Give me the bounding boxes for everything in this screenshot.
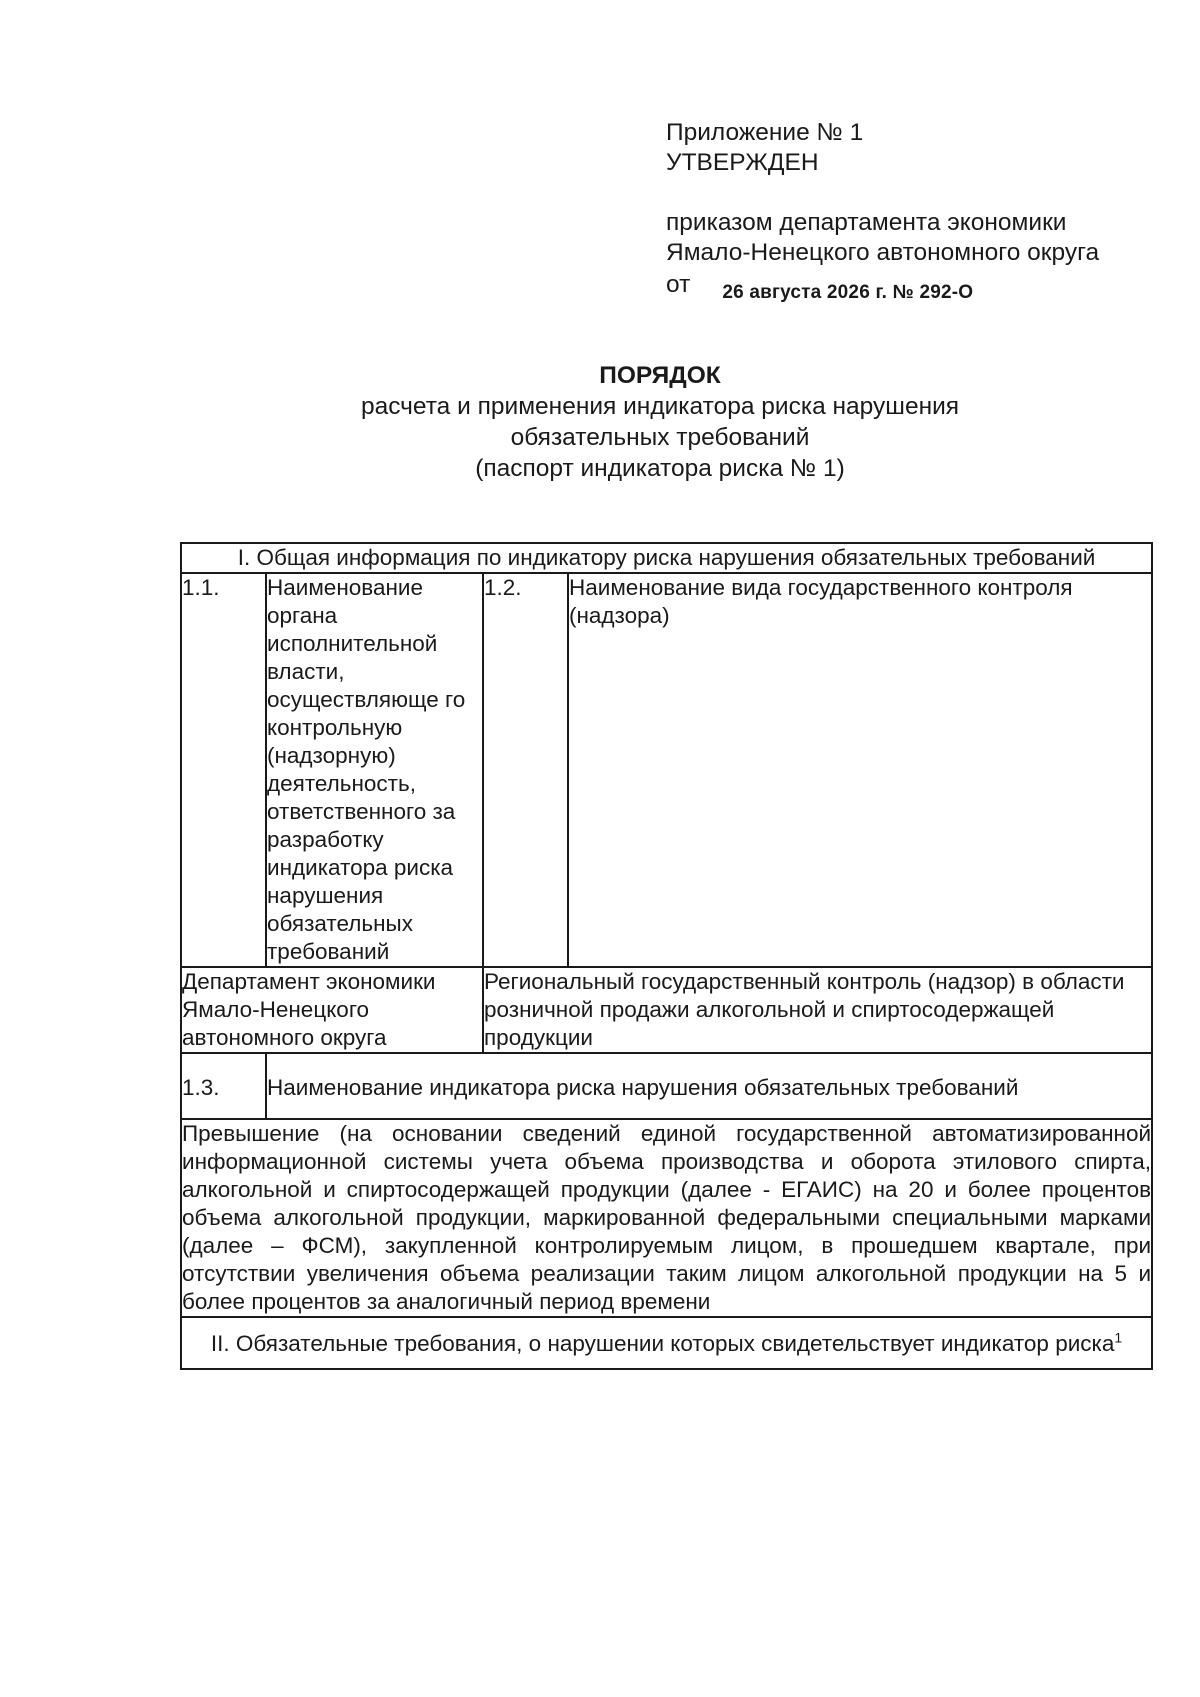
order-date-row	[666, 270, 1099, 308]
item-1-2-number: 1.2.	[483, 573, 568, 967]
footnote-marker: 1	[1114, 1329, 1123, 1346]
date-prefix: от	[666, 271, 691, 298]
item-1-1-number: 1.1.	[181, 573, 266, 967]
document-heading	[260, 360, 1060, 484]
heading-line-3: (паспорт индикатора риска № 1)	[475, 455, 845, 482]
item-1-3-value: Превышение (на основании сведений единой государственной автоматизированной информационной системы учета объема производства и оборота этилового спирта, алкогольной и спиртосодержащей продукции (далее - ЕГАИС) на 20 и более процентов объема алкогольной продукции, маркированной федеральными специальными марками (далее – ФСМ), закупленной контролируемым лицом, в прошедшем квартале, при отсутствии увеличения объема реализации таким лицом алкогольной продукции на 5 и более процентов за аналогичный период времени	[181, 1119, 1152, 1317]
order-line-2: Ямало-Ненецкого автономного округа	[666, 239, 1100, 266]
section-1-title: I. Общая информация по индикатору риска нарушения обязательных требований	[181, 543, 1152, 573]
items-1-1-1-2-value-row	[181, 967, 1152, 1053]
section-2-row	[181, 1317, 1152, 1369]
item-1-1-label: Наименование органа исполнительной власти, осуществляюще го контрольную (надзорную) деятельность, ответственного за разработку индикатора риска нарушения обязательных требований	[266, 573, 483, 967]
section-2-title: II. Обязательные требования, о нарушении которых свидетельствует индикатор риска	[210, 1331, 1115, 1356]
appendix-label: Приложение № 1	[666, 119, 864, 146]
heading-line-1: расчета и применения индикатора риска нарушения	[360, 393, 960, 420]
items-1-1-1-2-label-row	[181, 573, 1152, 967]
document-title: ПОРЯДОК	[599, 362, 721, 389]
item-1-1-value: Департамент экономики Ямало-Ненецкого автономного округа	[181, 967, 483, 1053]
item-1-2-value: Региональный государственный контроль (надзор) в области розничной продажи алкогольной и спиртосодержащей продукции	[483, 967, 1152, 1053]
approved-label: УТВЕРЖДЕН	[666, 149, 819, 176]
item-1-3-number: 1.3.	[181, 1053, 266, 1119]
item-1-3-label: Наименование индикатора риска нарушения обязательных требований	[266, 1053, 1152, 1119]
heading-line-2: обязательных требований	[510, 424, 810, 451]
item-1-3-value-row	[181, 1119, 1152, 1317]
risk-indicator-passport-table	[180, 542, 1153, 1370]
section-2-cell	[181, 1317, 1152, 1369]
section-1-row	[181, 543, 1152, 573]
approval-block	[666, 118, 1099, 308]
order-line-1: приказом департамента экономики	[666, 209, 1067, 236]
order-date-number: 26 августа 2026 г. № 292-О	[722, 282, 974, 303]
item-1-3-label-row	[181, 1053, 1152, 1119]
item-1-2-label: Наименование вида государственного контроля (надзора)	[568, 573, 1152, 967]
